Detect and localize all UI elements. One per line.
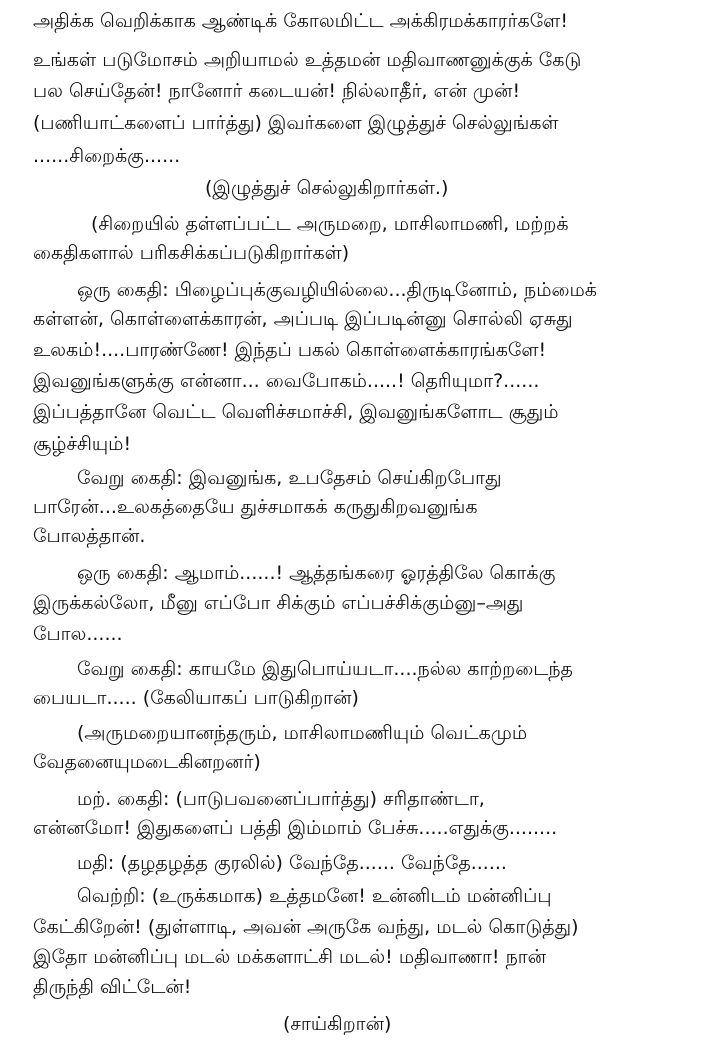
speech-line: (பணியாட்களைப் பார்த்து) இவர்களை இழுத்துச் செல்லுங்கள்: [33, 112, 559, 134]
speech-line: வேறு கைதி: இவனுங்க, உபதேசம் செய்கிறபோது: [77, 467, 502, 489]
stage-direction: (இழுத்துச் செல்லுகிறார்கள்.): [205, 177, 449, 199]
speech-line: சூழ்ச்சியும்!: [33, 433, 132, 455]
speech-line: கள்ளன், கொள்ளைக்காரன், அப்படி இப்படின்னு சொல்லி ஏசுது: [33, 308, 573, 330]
stage-direction: (அருமறையானந்தரும், மாசிலாமணியும் வெட்கமும்: [77, 722, 528, 744]
speech-line: மதி: (தழதழத்த குரலில்) வேந்தே...... வேந்தே......: [77, 852, 507, 874]
speech-line: இப்பத்தானே வெட்ட வெளிச்சமாச்சி, இவனுங்களோட சூதும்: [33, 401, 559, 423]
stage-direction: (சிறையில் தள்ளப்பட்ட அருமறை, மாசிலாமணி, மற்றக்: [91, 213, 569, 235]
stage-direction: (சாய்கிறான்): [283, 1013, 392, 1035]
speech-line: என்னமோ! இதுகளைப் பத்தி இம்மாம் பேச்சு.....எதுக்கு........: [33, 817, 558, 839]
speech-line: மற். கைதி: (பாடுபவனைப்பார்த்து) சரிதாண்டா,: [77, 788, 485, 810]
speech-line: பல செய்தேன்! நானோர் கடையன்! நில்லாதீர், என் முன்!: [33, 80, 521, 102]
stage-direction: கைதிகளால் பரிகசிக்கப்படுகிறார்கள்): [33, 242, 350, 264]
speech-line: அதிக்க வெறிக்காக ஆண்டிக் கோலமிட்ட அக்கிரமக்காரர்களே!: [33, 10, 568, 32]
speech-line: பையடா..... (கேலியாகப் பாடுகிறான்): [33, 687, 359, 709]
speech-line: கேட்கிறேன்! (துள்ளாடி, அவன் அருகே வந்து, மடல் கொடுத்து): [33, 916, 579, 938]
speech-line: இதோ மன்னிப்பு மடல் மக்களாட்சி மடல்! மதிவாணா! நான்: [33, 946, 547, 968]
speech-line: ......சிறைக்கு......: [33, 145, 181, 167]
speech-line: ஒரு கைதி: ஆமாம்......! ஆத்தங்கரை ஓரத்திலே கொக்கு: [77, 562, 556, 584]
speech-line: உங்கள் படுமோசம் அறியாமல் உத்தமன் மதிவாணனுக்குக் கேடு: [33, 49, 582, 71]
speech-line: உலகம்!....பாரண்ணே! இந்தப் பகல் கொள்ளைக்காரங்களே!: [33, 339, 547, 361]
speech-line: திருந்தி விட்டேன்!: [33, 976, 192, 998]
stage-direction: வேதனையுமடைகினறனர்): [33, 751, 261, 773]
speech-line: இருக்கல்லோ, மீனு எப்போ சிக்கும் எப்பச்சிக்கும்னு–அது: [33, 592, 524, 614]
speech-line: வேறு கைதி: காயமே இதுபொய்யடா....நல்ல காற்றடைந்த: [77, 658, 573, 680]
speech-line: பாரேன்...உலகத்தையே துச்சமாகக் கருதுகிறவனுங்க: [33, 496, 478, 518]
speech-line: வெற்றி: (உருக்கமாக) உத்தமனே! உன்னிடம் மன்னிப்பு: [77, 885, 552, 907]
speech-line: போல......: [33, 623, 123, 645]
speech-line: இவனுங்களுக்கு என்னா... வைபோகம்.....! தெரியுமா?......: [33, 370, 540, 392]
speech-line: போலத்தான்.: [33, 525, 146, 547]
speech-line: ஒரு கைதி: பிழைப்புக்குவழியில்லை...திருடினோம், நம்மைக்: [77, 279, 597, 301]
